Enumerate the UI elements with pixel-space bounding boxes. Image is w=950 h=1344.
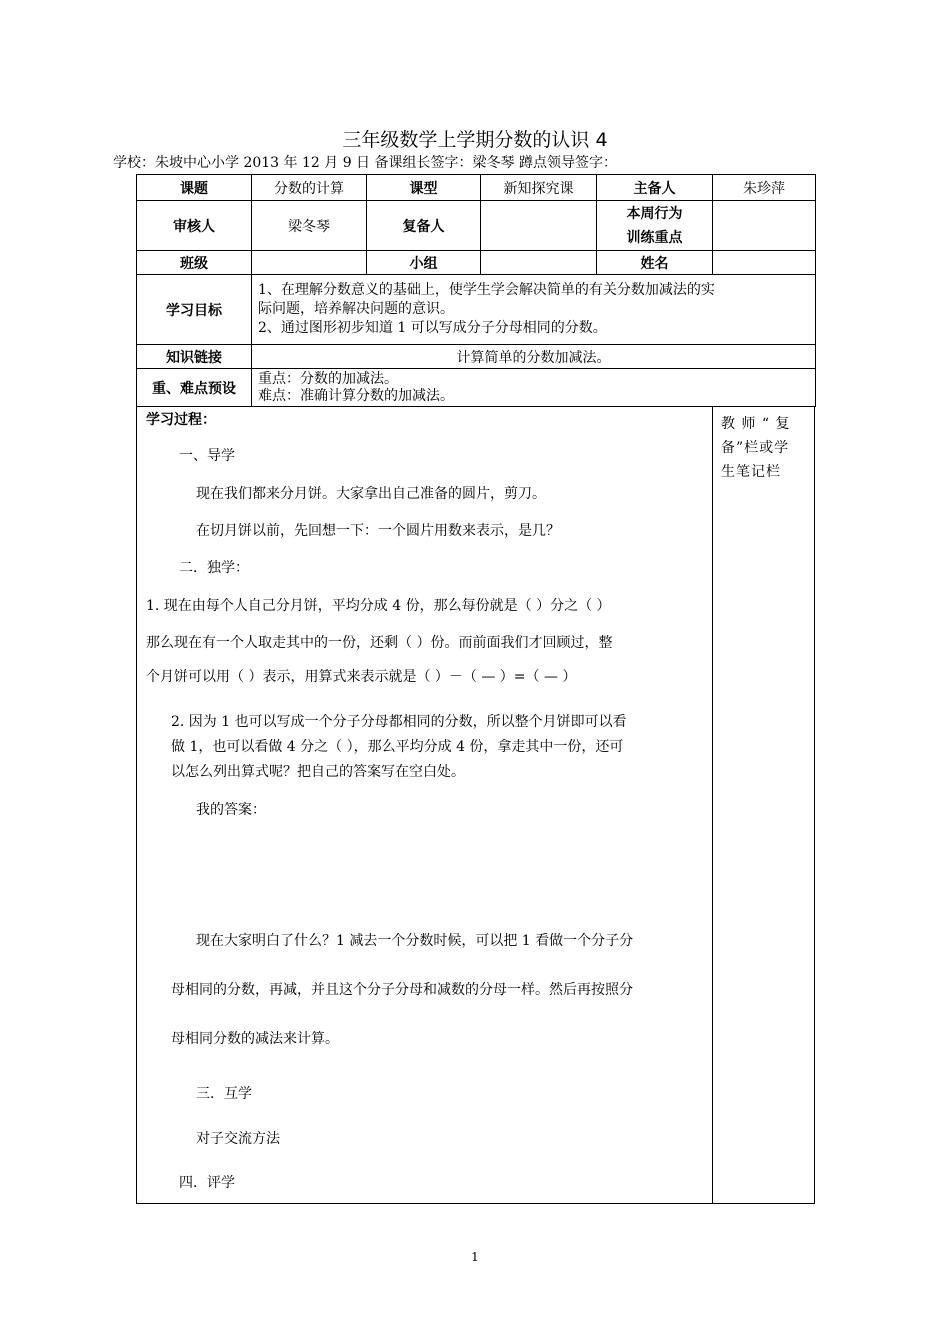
question-2-line: 2. 因为 1 也可以写成一个分子分母都相同的分数，所以整个月饼即可以看 [171, 714, 627, 730]
topic-value: 分数的计算 [252, 175, 367, 201]
name-label: 姓名 [597, 251, 713, 275]
topic-label: 课题 [137, 175, 252, 201]
table-row [137, 369, 816, 407]
class-value[interactable] [252, 251, 367, 275]
co-preparer-label: 复备人 [367, 201, 481, 251]
notes-column-label-line: 生笔记栏 [721, 464, 781, 480]
goal-line: 1、在理解分数意义的基础上，使学生学会解决简单的有关分数加减法的实 [258, 282, 715, 298]
goal-line: 际问题，培养解决问题的意识。 [258, 301, 454, 317]
page-number: 1 [471, 1250, 479, 1264]
my-answer-label: 我的答案： [196, 802, 266, 818]
section-evaluation-title: 四．评学 [179, 1175, 235, 1191]
weekly-focus-label-line: 本周行为 [626, 205, 683, 222]
class-label: 班级 [137, 251, 252, 275]
table-row [137, 175, 816, 201]
summary-line: 母相同分数的减法来计算。 [171, 1031, 339, 1047]
reviewer-label: 审核人 [137, 201, 252, 251]
learning-process-section [136, 406, 815, 1204]
key-point-line: 难点：准确计算分数的加减法。 [258, 387, 454, 404]
lesson-type-label: 课型 [367, 175, 481, 201]
notes-column-label-line: 备”栏或学 [721, 440, 790, 456]
key-points-value [252, 369, 816, 407]
guide-paragraph: 现在我们都来分月饼。大家拿出自己准备的圆片，剪刀。 [196, 486, 546, 502]
table-row [137, 345, 816, 369]
question-2-line: 以怎么列出算式呢？把自己的答案写在空白处。 [171, 764, 465, 780]
reviewer-value: 梁冬琴 [252, 201, 367, 251]
question-1-line: 那么现在有一个人取走其中的一份，还剩（ ）份。而前面我们才回顾过，整 [146, 635, 613, 651]
co-preparer-value[interactable] [481, 201, 597, 251]
question-1-line: 1. 现在由每个人自己分月饼，平均分成 4 份，那么每份就是（ ）分之（ ） [146, 598, 611, 614]
lesson-type-value: 新知探究课 [481, 175, 597, 201]
learning-goals-label: 学习目标 [137, 275, 252, 345]
table-row [137, 275, 816, 345]
question-2-line: 做 1，也可以看做 4 分之（ ），那么平均分成 4 份，拿走其中一份，还可 [171, 739, 624, 755]
weekly-focus-label [597, 201, 713, 251]
section-mutual-study-title: 三．互学 [196, 1086, 252, 1102]
notes-column-label-line: 教 师 “ 复 [721, 416, 791, 432]
notes-column-divider [712, 406, 713, 1203]
learning-process-heading: 学习过程： [146, 412, 216, 428]
name-value[interactable] [713, 251, 816, 275]
table-row [137, 201, 816, 251]
section-self-study-title: 二．独学： [179, 560, 249, 576]
summary-line: 现在大家明白了什么？1 减去一个分数时候，可以把 1 看做一个分子分 [196, 933, 634, 949]
knowledge-link-value: 计算简单的分数加减法。 [252, 345, 816, 369]
school-info-line: 学校：朱坡中心小学 2013 年 12 月 9 日 备课组长签字：梁冬琴 蹲点领导签字： [113, 155, 617, 171]
key-point-line: 重点：分数的加减法。 [258, 370, 398, 387]
weekly-focus-value[interactable] [713, 201, 816, 251]
goal-line: 2、通过图形初步知道 1 可以写成分子分母相同的分数。 [258, 320, 607, 336]
knowledge-link-label: 知识链接 [137, 345, 252, 369]
section-guide-title: 一、导学 [179, 448, 235, 464]
lead-preparer-label: 主备人 [597, 175, 713, 201]
summary-line: 母相同的分数，再减，并且这个分子分母和减数的分母一样。然后再按照分 [171, 982, 633, 998]
page-title: 三年级数学上学期分数的认识 4 [342, 129, 608, 151]
lesson-info-table [136, 174, 816, 407]
key-points-label: 重、难点预设 [137, 369, 252, 407]
learning-goals-value [252, 275, 816, 345]
weekly-focus-label-line: 训练重点 [626, 229, 683, 246]
guide-paragraph: 在切月饼以前，先回想一下：一个圆片用数来表示，是几？ [196, 523, 560, 539]
table-row [137, 251, 816, 275]
lead-preparer-value: 朱珍萍 [713, 175, 816, 201]
group-value[interactable] [481, 251, 597, 275]
question-1-line: 个月饼可以用（ ）表示，用算式来表示就是（ ）－（ — ）=（ — ） [146, 669, 577, 685]
mutual-study-paragraph: 对子交流方法 [196, 1131, 280, 1147]
group-label: 小组 [367, 251, 481, 275]
notes-column-label [721, 412, 809, 484]
